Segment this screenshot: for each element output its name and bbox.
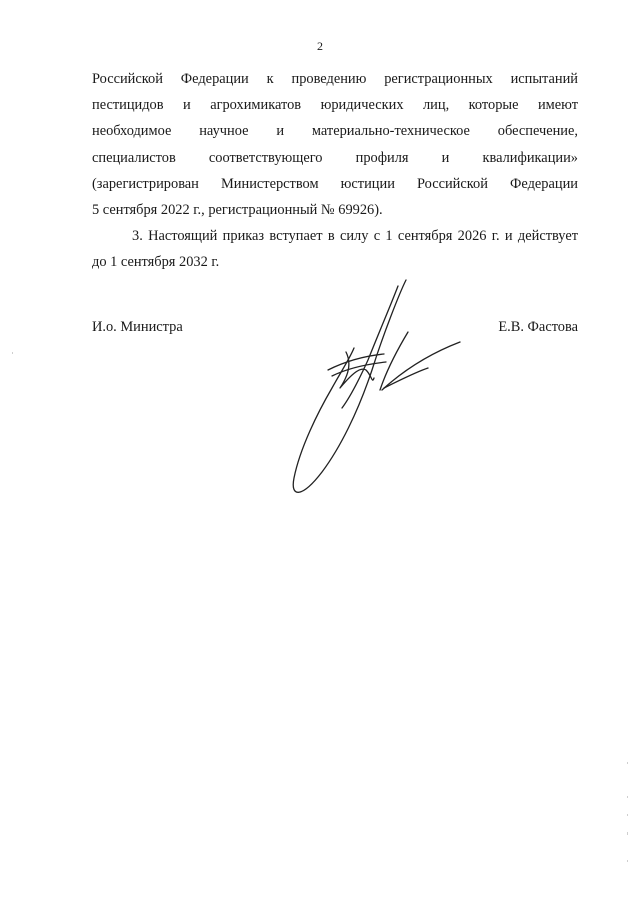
text-line: необходимое научное и материально-техническое обеспечение, [92,123,578,140]
text-line: пестицидов и агрохимикатов юридических лиц, которые имеют [92,97,578,114]
handwritten-signature [288,272,468,512]
scan-mark [627,860,628,862]
signatory-position: И.о. Министра [92,319,183,335]
scan-mark [627,762,628,764]
paragraph-3-line: 3. Настоящий приказ вступает в силу с 1 сентября 2026 г. и действует [132,228,578,245]
signatory-name: Е.В. Фастова [498,319,578,335]
text-line: (зарегистрирован Министерством юстиции Российской Федерации [92,175,578,192]
document-body [92,66,578,276]
text-line: до 1 сентября 2032 г. [92,254,220,271]
text-line: 5 сентября 2022 г., регистрационный № 69926). [92,201,383,218]
text-line: специалистов соответствующего профиля и квалификации» [92,149,578,166]
text-line: Российской Федерации к проведению регистрационных испытаний [92,71,578,87]
scan-mark [627,796,628,798]
scan-mark [627,832,628,835]
scan-mark [12,352,13,354]
scan-mark [627,814,628,816]
page-number: 2 [317,39,323,53]
